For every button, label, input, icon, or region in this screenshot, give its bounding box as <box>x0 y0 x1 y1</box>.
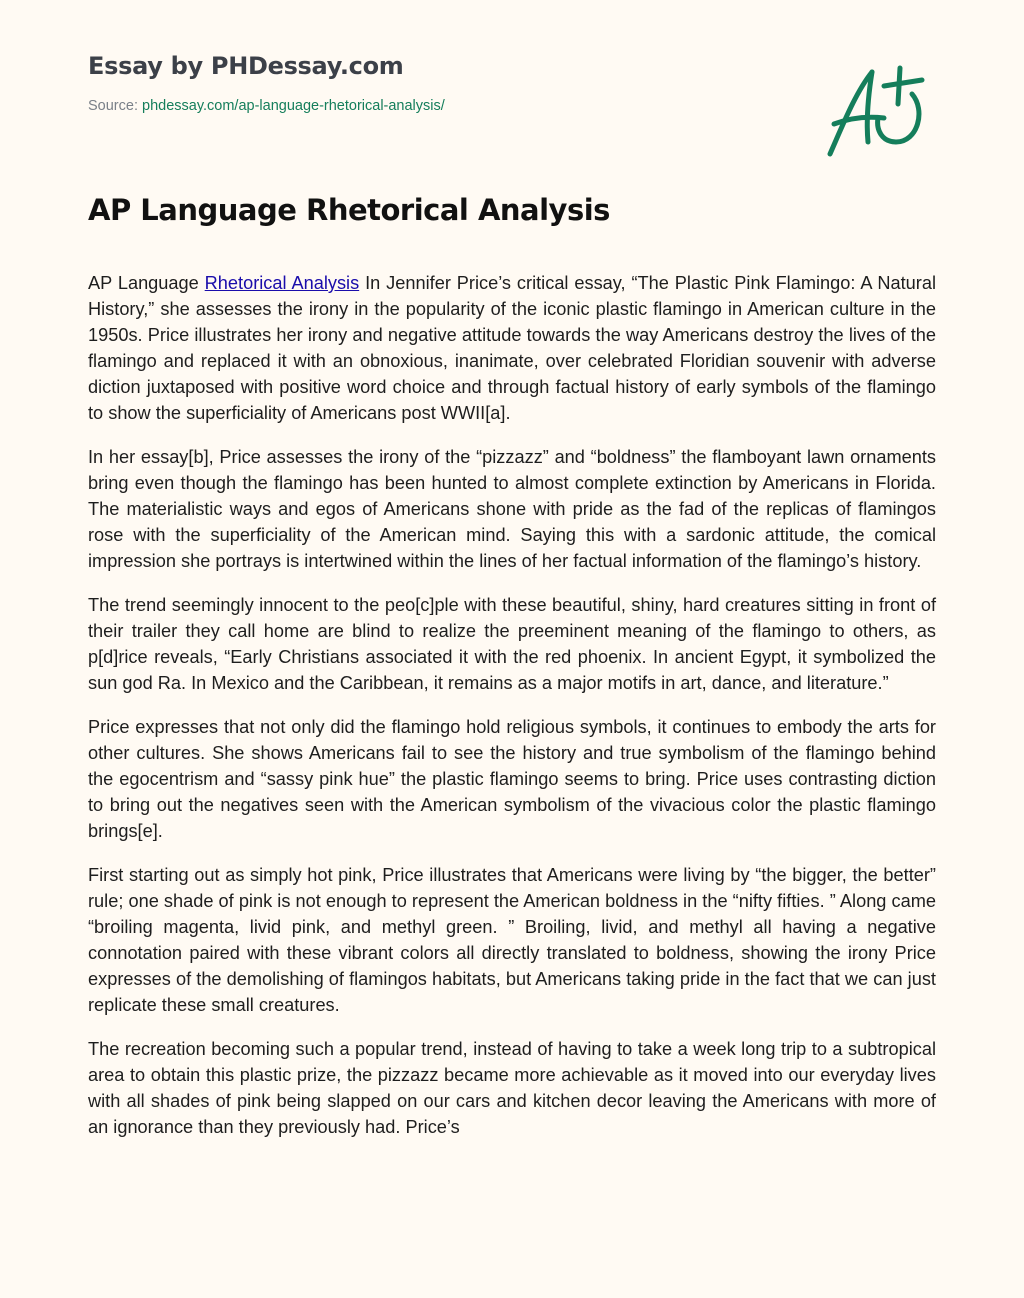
paragraph-1-text: In Jennifer Price’s critical essay, “The Plastic Pink Flamingo: A Natural History,” she assesses the irony in the popularity of the iconic plastic flamingo in American culture in the 1950s. Price illustrates her irony and negative attitude towards the way Americans destroy the lives of the flamingo and replaced it with an obnoxious, inanimate, over celebrated Floridian souvenir with adverse diction juxtaposed with positive word choice and through factual history of early symbols of the flamingo to show the superficiality of Americans post WWII[a]. <box>88 273 936 423</box>
paragraph-1 <box>88 270 936 426</box>
page-title: AP Language Rhetorical Analysis <box>88 193 610 227</box>
paragraph-2: In her essay[b], Price assesses the irony of the “pizzazz” and “boldness” the flamboyant lawn ornaments bring even though the flamingo has been hunted to almost complete extinction by Americans in Florida. The materialistic ways and egos of Americans shone with pride as the fad of the replicas of flamingos rose with the superficiality of the American mind. Saying this with a sardonic attitude, the comical impression she portrays is intertwined within the lines of her factual information of the flamingo’s history. <box>88 447 936 571</box>
source-label: Source: <box>88 98 142 114</box>
paragraph-3: The trend seemingly innocent to the peo[c]ple with these beautiful, shiny, hard creatures sitting in front of their trailer they call home are blind to realize the preeminent meaning of the flamingo to others, as p[d]rice reveals, “Early Christians associated it with the red phoenix. In ancient Egypt, it symbolized the sun god Ra. In Mexico and the Caribbean, it remains as a major motifs in art, dance, and literature.” <box>88 595 936 693</box>
source-line <box>88 96 948 116</box>
intro-prefix: AP Language <box>88 273 205 293</box>
site-header <box>88 48 948 116</box>
paragraph-5: First starting out as simply hot pink, Price illustrates that Americans were living by “the bigger, the better” rule; one shade of pink is not enough to represent the American boldness in the “nifty fifties. ” Along came “broiling magenta, livid pink, and methyl green. ” Broiling, livid, and methyl all having a negative connotation paired with these vibrant colors all directly translated to boldness, showing the irony Price expresses of the demolishing of flamingos habitats, but Americans taking pride in the fact that we can just replicate these small creatures. <box>88 865 936 1015</box>
rhetorical-analysis-link[interactable]: Rhetorical Analysis <box>204 273 360 293</box>
paragraph-4: Price expresses that not only did the flamingo hold religious symbols, it continues to embody the arts for other cultures. She shows Americans fail to see the history and true symbolism of the flamingo behind the egocentrism and “sassy pink hue” the plastic flamingo seems to bring. Price uses contrasting diction to bring out the negatives seen with the American symbolism of the vivacious color the plastic flamingo brings[e]. <box>88 717 936 841</box>
site-title: Essay by PHDessay.com <box>88 52 404 80</box>
essay-body <box>88 270 936 1158</box>
paragraph-6: The recreation becoming such a popular trend, instead of having to take a week long trip to a subtropical area to obtain this plastic prize, the pizzazz became more achievable as it moved into our everyday lives with all shades of pink being slapped on our cars and kitchen decor leaving the Americans with more of an ignorance than they previously had. Price’s <box>88 1039 936 1137</box>
a-plus-grade-icon <box>822 62 932 162</box>
source-link[interactable]: phdessay.com/ap-language-rhetorical-analysis/ <box>142 98 445 114</box>
